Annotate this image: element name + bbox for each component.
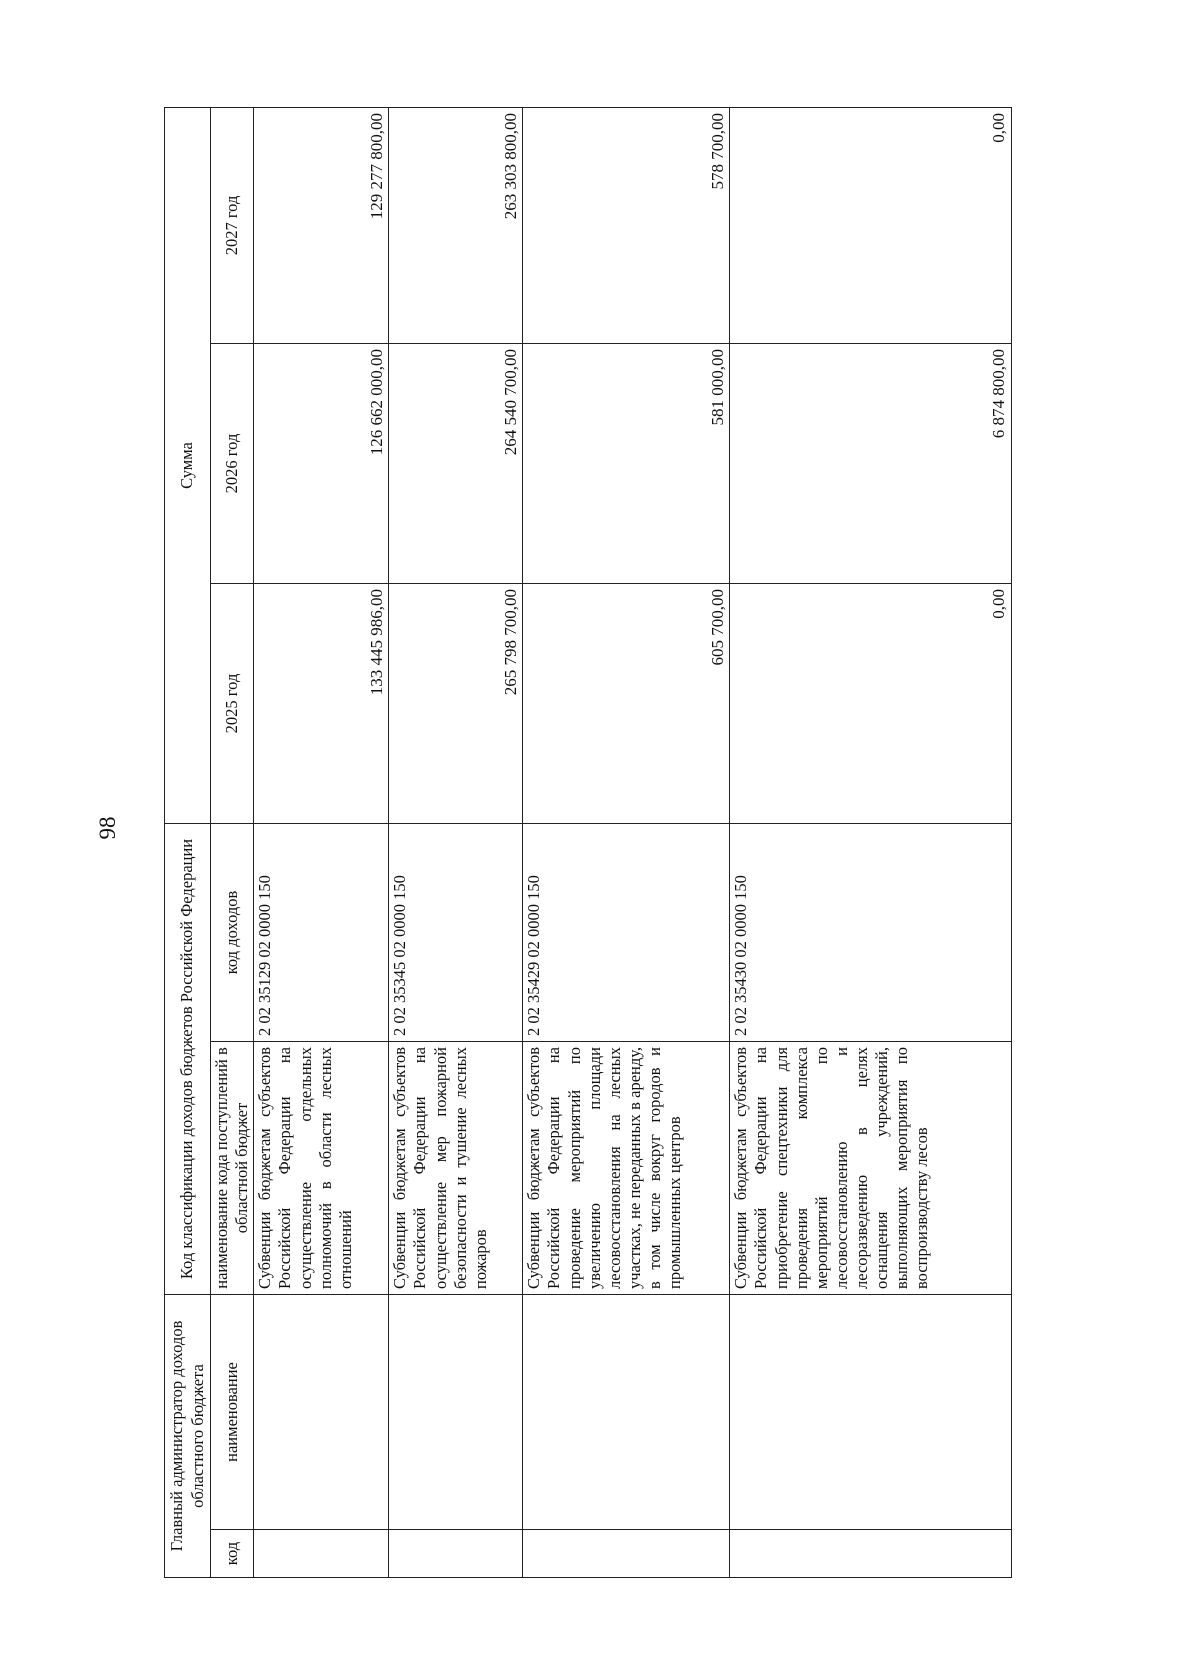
table-row bbox=[389, 107, 523, 1577]
row-amount-2026: 581 000,00 bbox=[523, 343, 730, 583]
row-description: Субвенции бюджетам субъектов Российской Федерации на проведение мероприятий по увеличению площади лесовосстановления на лесных участках, не переданных в аренду, в том числе вокруг городов и промышленных центров bbox=[523, 1042, 730, 1295]
row-amount-2027: 0,00 bbox=[730, 107, 1012, 343]
row-amount-2027: 578 700,00 bbox=[523, 107, 730, 343]
row-amount-2027: 263 303 800,00 bbox=[389, 107, 523, 343]
page-number: 98 bbox=[95, 816, 120, 840]
row-admin-code bbox=[730, 1530, 1012, 1578]
header-year-2025: 2025 год bbox=[211, 583, 254, 823]
header-year-2027: 2027 год bbox=[211, 107, 254, 343]
header-year-2026: 2026 год bbox=[211, 343, 254, 583]
header-income-code-name: наименование кода поступлений в областной бюджет bbox=[211, 1042, 254, 1295]
table-row bbox=[523, 107, 730, 1577]
row-description: Субвенции бюджетам субъектов Российской Федерации на осуществление отдельных полномочий в области лесных отношений bbox=[254, 1042, 389, 1295]
header-income-code: код доходов bbox=[211, 823, 254, 1041]
revenue-table bbox=[164, 107, 1012, 1578]
row-admin-name bbox=[389, 1295, 523, 1530]
header-admin-code: код bbox=[211, 1530, 254, 1578]
table-row bbox=[254, 107, 389, 1577]
row-income-code: 2 02 35430 02 0000 150 bbox=[730, 823, 1012, 1041]
row-income-code: 2 02 35429 02 0000 150 bbox=[523, 823, 730, 1041]
header-sum-group: Сумма bbox=[165, 107, 211, 823]
row-amount-2026: 264 540 700,00 bbox=[389, 343, 523, 583]
rotated-table-container bbox=[164, 108, 1012, 1578]
row-amount-2025: 605 700,00 bbox=[523, 583, 730, 823]
header-row-sub bbox=[211, 107, 254, 1577]
row-description: Субвенции бюджетам субъектов Российской Федерации на осуществление мер пожарной безопасности и тушение лесных пожаров bbox=[389, 1042, 523, 1295]
row-admin-name bbox=[523, 1295, 730, 1530]
row-admin-code bbox=[523, 1530, 730, 1578]
row-amount-2026: 6 874 800,00 bbox=[730, 343, 1012, 583]
row-admin-name bbox=[730, 1295, 1012, 1530]
row-amount-2027: 129 277 800,00 bbox=[254, 107, 389, 343]
row-income-code: 2 02 35345 02 0000 150 bbox=[389, 823, 523, 1041]
row-income-code: 2 02 35129 02 0000 150 bbox=[254, 823, 389, 1041]
row-amount-2025: 133 445 986,00 bbox=[254, 583, 389, 823]
row-amount-2025: 265 798 700,00 bbox=[389, 583, 523, 823]
header-admin-name: наименование bbox=[211, 1295, 254, 1530]
row-admin-code bbox=[254, 1530, 389, 1578]
row-amount-2025: 0,00 bbox=[730, 583, 1012, 823]
table-row bbox=[730, 107, 1012, 1577]
header-classification-group: Код классификации доходов бюджетов Российской Федерации bbox=[165, 823, 211, 1294]
header-row-top bbox=[165, 107, 211, 1577]
row-admin-name bbox=[254, 1295, 389, 1530]
header-admin-group: Главный администратор доходов областного бюджета bbox=[165, 1295, 211, 1578]
row-description: Субвенции бюджетам субъектов Российской Федерации на приобретение спецтехники для проведения комплекса мероприятий по лесовосстановлению и лесоразведению в целях оснащения учреждений, выполняющих мероприятия по воспроизводству лесов bbox=[730, 1042, 1012, 1295]
row-admin-code bbox=[389, 1530, 523, 1578]
row-amount-2026: 126 662 000,00 bbox=[254, 343, 389, 583]
